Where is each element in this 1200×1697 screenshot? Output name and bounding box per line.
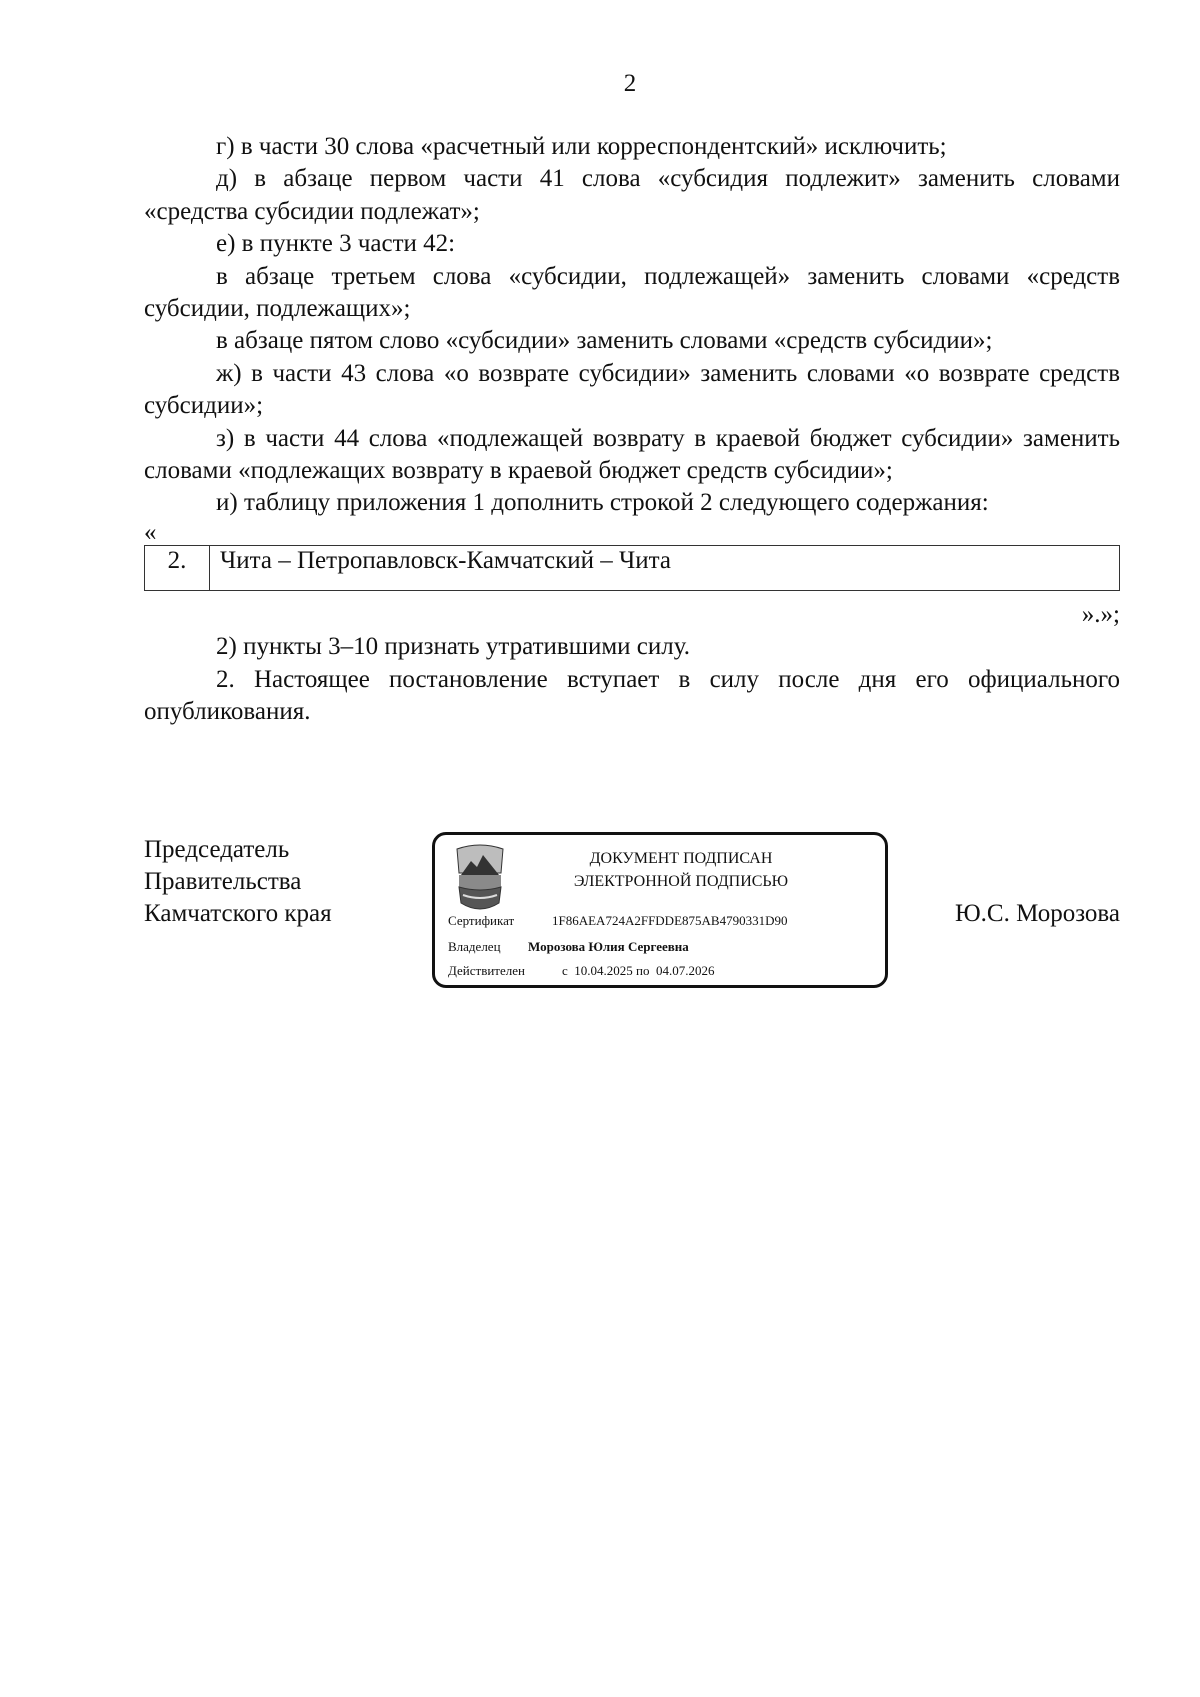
amendment-paragraph: в абзаце третьем слова «субсидии, подлежащей» заменить словами «средств субсидии, подлежащих»;	[144, 262, 1120, 323]
stamp-owner-row	[448, 939, 689, 955]
page-number: 2	[623, 70, 637, 97]
electronic-signature-stamp	[432, 832, 888, 988]
kamchatka-coat-of-arms-icon	[451, 843, 509, 915]
valid-label: Действителен	[448, 963, 525, 978]
closing-paragraph: 2) пункты 3–10 признать утратившими силу.	[216, 633, 690, 661]
certificate-value: 1F86AEA724A2FFDDE875AB4790331D90	[552, 913, 788, 928]
amendment-paragraph: и) таблицу приложения 1 дополнить строкой 2 следующего содержания:	[216, 489, 989, 517]
amendment-paragraph: ж) в части 43 слова «о возврате субсидии» заменить словами «о возврате средств субсидии»;	[144, 359, 1120, 420]
owner-value: Морозова Юлия Сергеевна	[528, 939, 689, 954]
amendment-paragraph: е) в пункте 3 части 42:	[216, 230, 456, 258]
certificate-label: Сертификат	[448, 913, 515, 928]
signer-name: Ю.С. Морозова	[954, 900, 1120, 927]
signer-title-line: Камчатского края	[144, 900, 332, 927]
insert-table	[144, 545, 1120, 591]
owner-label: Владелец	[448, 939, 501, 954]
amendment-paragraph: д) в абзаце первом части 41 слова «субсидия подлежит» заменить словами «средства субсидии подлежат»;	[144, 165, 1120, 225]
signer-title-line: Председатель	[144, 836, 290, 863]
route-number-cell: 2.	[145, 545, 210, 590]
amendment-paragraph: г) в части 30 слова «расчетный или корреспондентский» исключить;	[216, 133, 947, 160]
insert-close-quote: ».»;	[1081, 600, 1120, 628]
valid-value: с 10.04.2025 по 04.07.2026	[562, 963, 715, 978]
amendment-paragraph: в абзаце пятом слово «субсидии» заменить словами «средств субсидии»;	[216, 327, 993, 355]
insert-open-quote: «	[144, 518, 157, 546]
signer-title	[144, 834, 332, 930]
route-name-cell: Чита – Петропавловск-Камчатский – Чита	[210, 545, 1120, 590]
closing-paragraph: 2. Настоящее постановление вступает в силу после дня его официального опубликования.	[144, 665, 1120, 726]
stamp-validity-row	[448, 963, 714, 979]
stamp-header-line: ЭЛЕКТРОННОЙ ПОДПИСЬЮ	[573, 873, 789, 890]
stamp-header-line: ДОКУМЕНТ ПОДПИСАН	[589, 850, 773, 867]
signer-title-line: Правительства	[144, 868, 302, 895]
stamp-header	[531, 847, 831, 893]
amendment-paragraph: з) в части 44 слова «подлежащей возврату в краевой бюджет субсидии» заменить словами «подлежащих возврату в краевой бюджет средств субсидии»;	[144, 424, 1120, 485]
stamp-certificate-row	[448, 913, 787, 929]
document-body	[144, 131, 1120, 729]
table-row	[145, 545, 1120, 590]
